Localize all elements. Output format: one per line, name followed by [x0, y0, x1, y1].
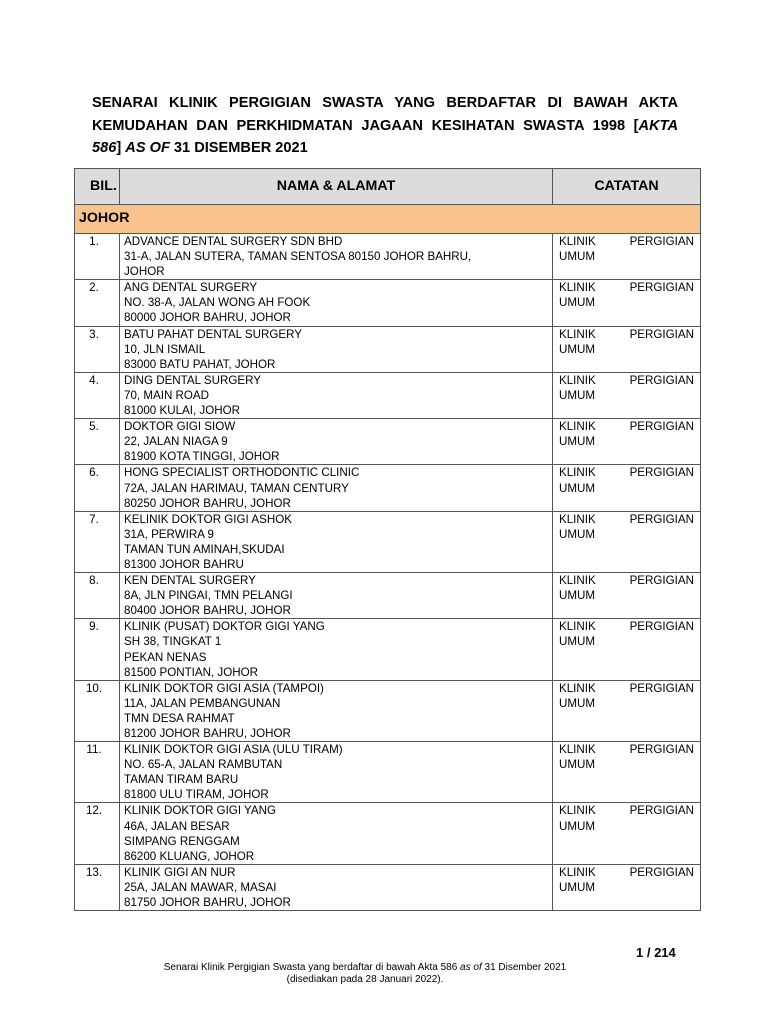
category-umum: UMUM	[559, 435, 596, 449]
address-line: 8A, JLN PINGAI, TMN PELANGI	[124, 589, 293, 603]
address-line: 72A, JALAN HARIMAU, TAMAN CENTURY	[124, 481, 349, 495]
category-klinik: KLINIK	[559, 512, 596, 526]
table-header-row	[75, 169, 701, 205]
table-row	[75, 742, 701, 803]
clinic-name-address	[120, 742, 553, 803]
category-line-1	[559, 419, 694, 434]
address-line: 81000 KULAI, JOHOR	[124, 404, 240, 418]
category-pergigian: PERGIGIAN	[629, 620, 694, 634]
clinic-category	[553, 619, 701, 680]
address-line: 80000 JOHOR BAHRU, JOHOR	[124, 311, 291, 325]
clinic-category	[553, 864, 701, 910]
category-klinik: KLINIK	[559, 466, 596, 480]
category-klinik: KLINIK	[559, 620, 596, 634]
address-line: 83000 BATU PAHAT, JOHOR	[124, 357, 276, 371]
table-row	[75, 511, 701, 572]
clinic-name: KLINIK GIGI AN NUR	[124, 865, 236, 879]
clinic-name: KLINIK (PUSAT) DOKTOR GIGI YANG	[124, 620, 325, 634]
category-umum: UMUM	[559, 342, 596, 356]
header-nama-alamat: NAMA & ALAMAT	[120, 169, 553, 205]
clinic-name-address	[120, 372, 553, 418]
address-line: 22, JALAN NIAGA 9	[124, 435, 228, 449]
row-number: 5.	[75, 419, 120, 465]
state-row	[75, 205, 701, 234]
clinic-name: DOKTOR GIGI SIOW	[124, 420, 236, 434]
row-number: 6.	[75, 465, 120, 511]
clinic-name: KLINIK DOKTOR GIGI ASIA (ULU TIRAM)	[124, 743, 343, 757]
category-line-1	[559, 327, 694, 342]
category-umum: UMUM	[559, 296, 596, 310]
clinic-name-address	[120, 864, 553, 910]
category-pergigian: PERGIGIAN	[629, 235, 694, 248]
clinic-category	[553, 511, 701, 572]
address-line: 31A, PERWIRA 9	[124, 527, 214, 541]
clinic-category	[553, 742, 701, 803]
clinic-name: KEN DENTAL SURGERY	[124, 574, 256, 588]
category-pergigian: PERGIGIAN	[629, 281, 694, 295]
category-klinik: KLINIK	[559, 743, 596, 757]
table-row	[75, 372, 701, 418]
clinic-name-address	[120, 326, 553, 372]
address-line: 31-A, JALAN SUTERA, TAMAN SENTOSA 80150 JOHOR BAHRU,	[124, 250, 472, 264]
row-number: 9.	[75, 619, 120, 680]
clinic-name-address	[120, 511, 553, 572]
clinic-category	[553, 803, 701, 864]
address-line: 81500 PONTIAN, JOHOR	[124, 665, 259, 679]
clinic-name-address	[120, 280, 553, 326]
row-number: 13.	[75, 864, 120, 910]
clinic-name-address	[120, 419, 553, 465]
address-line: SIMPANG RENGGAM	[124, 834, 240, 848]
document-title	[92, 92, 678, 160]
row-number: 8.	[75, 573, 120, 619]
category-umum: UMUM	[559, 527, 596, 541]
category-line-1	[559, 234, 694, 249]
clinic-name: BATU PAHAT DENTAL SURGERY	[124, 327, 303, 341]
row-number: 7.	[75, 511, 120, 572]
category-klinik: KLINIK	[559, 235, 596, 248]
category-line-1	[559, 619, 694, 634]
table-row	[75, 419, 701, 465]
category-line-1	[559, 742, 694, 757]
address-line: 81300 JOHOR BAHRU	[124, 557, 244, 571]
clinic-category	[553, 372, 701, 418]
clinic-name: HONG SPECIALIST ORTHODONTIC CLINIC	[124, 466, 360, 480]
category-line-1	[559, 465, 694, 480]
address-line: 80250 JOHOR BAHRU, JOHOR	[124, 496, 291, 510]
category-line-1	[559, 681, 694, 696]
address-line: 86200 KLUANG, JOHOR	[124, 849, 255, 863]
category-line-1	[559, 512, 694, 527]
category-umum: UMUM	[559, 819, 596, 833]
address-line: 81800 ULU TIRAM, JOHOR	[124, 788, 269, 802]
title-bracket: ]	[116, 140, 126, 156]
address-line: TAMAN TUN AMINAH,SKUDAI	[124, 542, 285, 556]
table-row	[75, 864, 701, 910]
clinic-name-address	[120, 619, 553, 680]
clinic-name-address	[120, 573, 553, 619]
row-number: 11.	[75, 742, 120, 803]
clinic-category	[553, 234, 701, 280]
page-number: 1 / 214	[636, 945, 676, 960]
address-line: 25A, JALAN MAWAR, MASAI	[124, 880, 277, 894]
address-line: TAMAN TIRAM BARU	[124, 773, 239, 787]
title-akta: AKTA 586	[92, 117, 678, 156]
clinic-name-address	[120, 680, 553, 741]
category-pergigian: PERGIGIAN	[629, 574, 694, 588]
table-row	[75, 803, 701, 864]
address-line: 11A, JALAN PEMBANGUNAN	[124, 696, 281, 710]
clinic-category	[553, 280, 701, 326]
clinic-name: KELINIK DOKTOR GIGI ASHOK	[124, 512, 292, 526]
row-number: 10.	[75, 680, 120, 741]
category-klinik: KLINIK	[559, 865, 596, 879]
category-klinik: KLINIK	[559, 327, 596, 341]
category-line-1	[559, 803, 694, 818]
clinic-register-table	[74, 168, 701, 911]
address-line: 10, JLN ISMAIL	[124, 342, 206, 356]
category-pergigian: PERGIGIAN	[629, 804, 694, 818]
footer-line-1	[120, 962, 610, 974]
category-pergigian: PERGIGIAN	[629, 466, 694, 480]
row-number: 1.	[75, 234, 120, 280]
category-line-1	[559, 573, 694, 588]
row-number: 2.	[75, 280, 120, 326]
category-umum: UMUM	[559, 250, 596, 264]
category-pergigian: PERGIGIAN	[629, 743, 694, 757]
clinic-name-address	[120, 465, 553, 511]
footer-text: Senarai Klinik Pergigian Swasta yang berdaftar di bawah Akta 586	[163, 962, 461, 973]
category-umum: UMUM	[559, 481, 596, 495]
row-number: 4.	[75, 372, 120, 418]
address-line: 46A, JALAN BESAR	[124, 819, 230, 833]
table-row	[75, 280, 701, 326]
title-text: SENARAI KLINIK PERGIGIAN SWASTA YANG BERDAFTAR DI BAWAH AKTA KEMUDAHAN DAN PERKHIDMATAN JAGAAN KESIHATAN SWASTA 1998 [	[92, 95, 678, 134]
category-umum: UMUM	[559, 696, 596, 710]
address-line: SH 38, TINGKAT 1	[124, 635, 222, 649]
state-name: JOHOR	[75, 205, 701, 234]
title-as-of: AS OF	[125, 140, 170, 156]
table-row	[75, 680, 701, 741]
clinic-name: KLINIK DOKTOR GIGI YANG	[124, 804, 277, 818]
address-line: 81750 JOHOR BAHRU, JOHOR	[124, 896, 291, 910]
category-line-1	[559, 280, 694, 295]
header-bil: BIL.	[75, 169, 120, 205]
category-pergigian: PERGIGIAN	[629, 512, 694, 526]
clinic-name: KLINIK DOKTOR GIGI ASIA (TAMPOI)	[124, 681, 324, 695]
table-row	[75, 234, 701, 280]
clinic-name: ANG DENTAL SURGERY	[124, 281, 258, 295]
category-line-1	[559, 865, 694, 880]
category-klinik: KLINIK	[559, 574, 596, 588]
category-klinik: KLINIK	[559, 420, 596, 434]
footer-date: 31 Disember 2021	[481, 962, 567, 973]
address-line: PEKAN NENAS	[124, 650, 207, 664]
category-umum: UMUM	[559, 388, 596, 402]
clinic-category	[553, 573, 701, 619]
table-row	[75, 326, 701, 372]
category-umum: UMUM	[559, 589, 596, 603]
row-number: 3.	[75, 326, 120, 372]
page-footer	[120, 962, 610, 986]
address-line: 70, MAIN ROAD	[124, 388, 210, 402]
category-umum: UMUM	[559, 758, 596, 772]
category-umum: UMUM	[559, 635, 596, 649]
title-date: 31 DISEMBER 2021	[169, 140, 308, 156]
address-line: 81900 KOTA TINGGI, JOHOR	[124, 450, 280, 464]
category-pergigian: PERGIGIAN	[629, 420, 694, 434]
category-klinik: KLINIK	[559, 804, 596, 818]
category-umum: UMUM	[559, 880, 596, 894]
row-number: 12.	[75, 803, 120, 864]
category-klinik: KLINIK	[559, 373, 596, 387]
category-pergigian: PERGIGIAN	[629, 327, 694, 341]
clinic-name-address	[120, 234, 553, 280]
header-catatan: CATATAN	[553, 169, 701, 205]
clinic-category	[553, 465, 701, 511]
category-line-1	[559, 373, 694, 388]
clinic-name: ADVANCE DENTAL SURGERY SDN BHD	[124, 235, 343, 248]
address-line: JOHOR	[124, 265, 165, 279]
footer-as-of: as of	[460, 962, 482, 973]
clinic-category	[553, 419, 701, 465]
table-row	[75, 573, 701, 619]
address-line: 81200 JOHOR BAHRU, JOHOR	[124, 727, 291, 740]
clinic-category	[553, 680, 701, 741]
category-pergigian: PERGIGIAN	[629, 681, 694, 695]
footer-line-2: (disediakan pada 28 Januari 2022).	[286, 974, 444, 985]
table-row	[75, 465, 701, 511]
table-row	[75, 619, 701, 680]
address-line: NO. 38-A, JALAN WONG AH FOOK	[124, 296, 311, 310]
clinic-category	[553, 326, 701, 372]
address-line: TMN DESA RAHMAT	[124, 711, 235, 725]
clinic-name: DING DENTAL SURGERY	[124, 373, 262, 387]
category-pergigian: PERGIGIAN	[629, 373, 694, 387]
address-line: 80400 JOHOR BAHRU, JOHOR	[124, 604, 291, 618]
category-klinik: KLINIK	[559, 681, 596, 695]
category-klinik: KLINIK	[559, 281, 596, 295]
address-line: NO. 65-A, JALAN RAMBUTAN	[124, 758, 283, 772]
clinic-name-address	[120, 803, 553, 864]
category-pergigian: PERGIGIAN	[629, 865, 694, 879]
